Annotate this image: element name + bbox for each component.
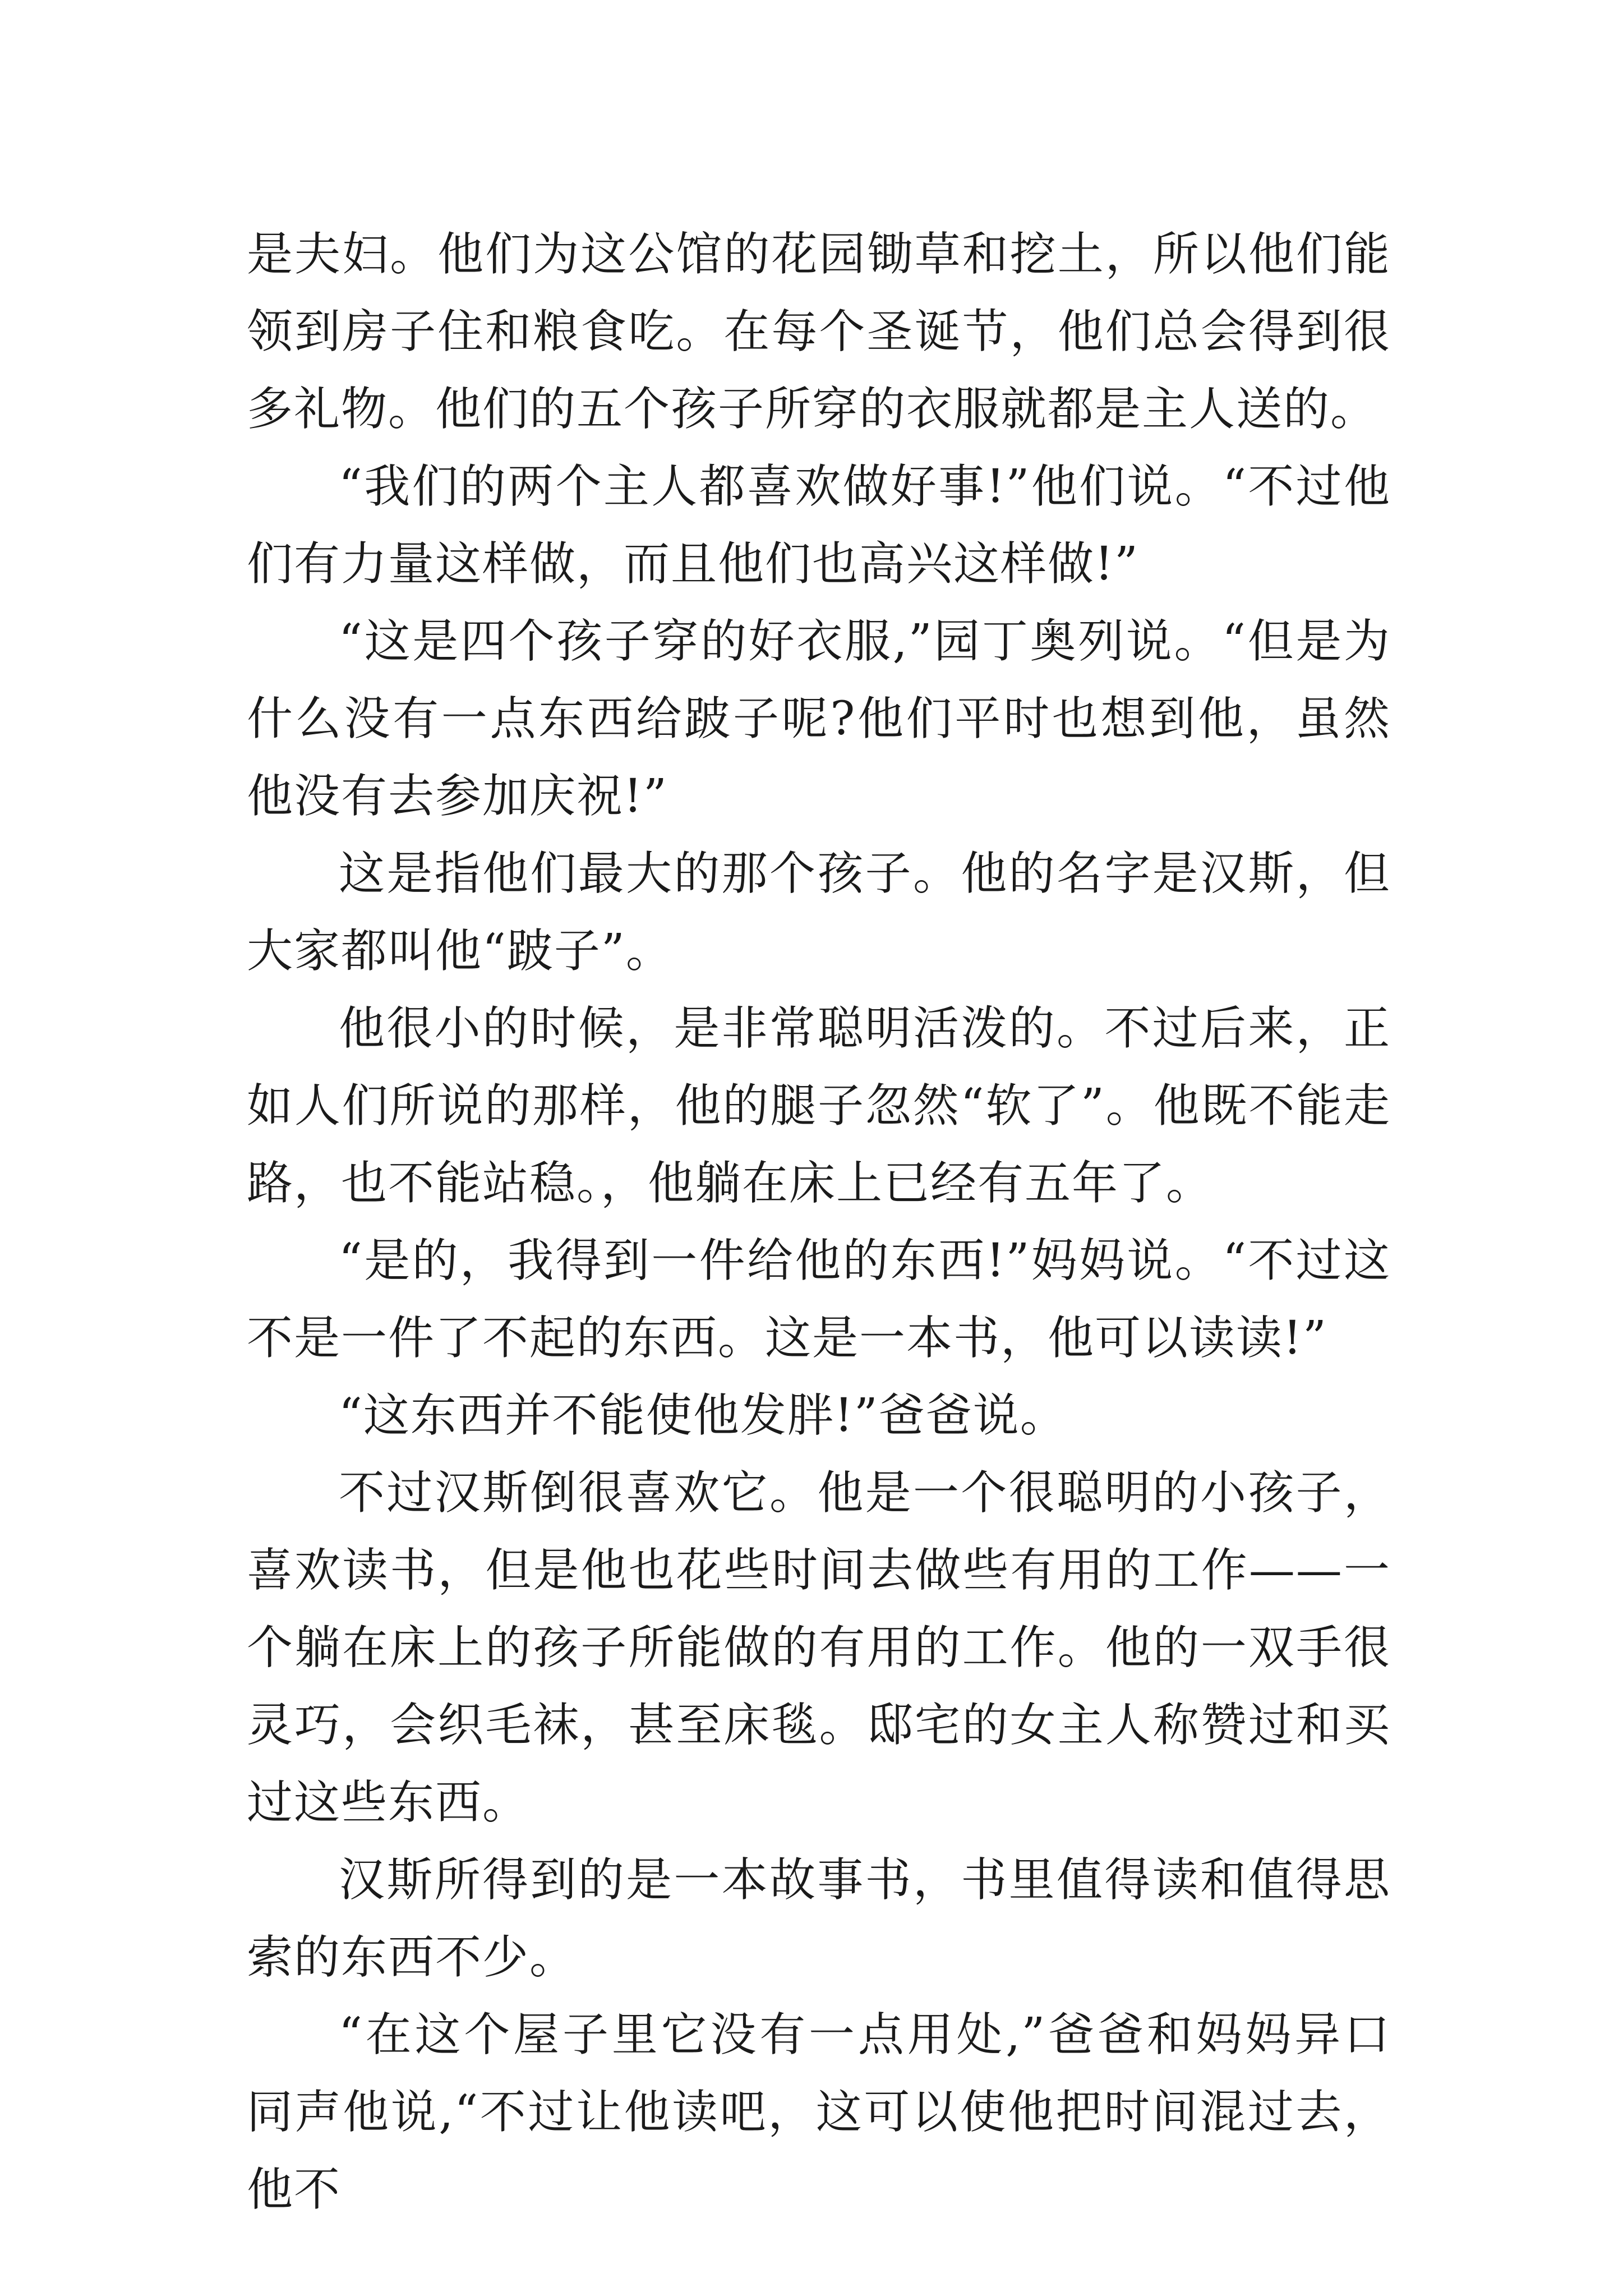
paragraph-3: “这是四个孩子穿的好衣服,”园丁奥列说。“但是为什么没有一点东西给跛子呢?他们平时也想到他，虽然他没有去参加庆祝!”	[247, 615, 1391, 823]
paragraph-4: 这是指他们最大的那个孩子。他的名字是汉斯，但大家都叫他“跛子”。	[247, 847, 1391, 978]
paragraph-6: “是的，我得到一件给他的东西!”妈妈说。“不过这不是一件了不起的东西。这是一本书，他可以读读!”	[247, 1234, 1391, 1365]
paragraph-7: “这东西并不能使他发胖!”爸爸说。	[339, 1389, 1067, 1442]
paragraph-1: 是夫妇。他们为这公馆的花园锄草和挖土，所以他们能领到房子住和粮食吃。在每个圣诞节，他们总会得到很多礼物。他们的五个孩子所穿的衣服就都是主人送的。	[247, 228, 1391, 436]
paragraph-8: 不过汉斯倒很喜欢它。他是一个很聪明的小孩子，喜欢读书，但是他也花些时间去做些有用的工作——一个躺在床上的孩子所能做的有用的工作。他的一双手很灵巧，会织毛袜，甚至床毯。邸宅的女主人称赞过和买过这些东西。	[247, 1466, 1391, 1829]
body-text	[247, 216, 1391, 2229]
paragraph-5: 他很小的时候，是非常聪明活泼的。不过后来，正如人们所说的那样，他的腿子忽然“软了”。他既不能走路，也不能站稳。，他躺在床上已经有五年了。	[247, 1002, 1391, 1210]
paragraph-2: “我们的两个主人都喜欢做好事!”他们说。“不过他们有力量这样做，而且他们也高兴这样做!”	[247, 460, 1391, 591]
paragraph-9: 汉斯所得到的是一本故事书，书里值得读和值得思索的东西不少。	[247, 1853, 1391, 1984]
paragraph-10: “在这个屋子里它没有一点用处,”爸爸和妈妈异口同声他说,“不过让他读吧，这可以使他把时间混过去，他不	[247, 2008, 1391, 2216]
